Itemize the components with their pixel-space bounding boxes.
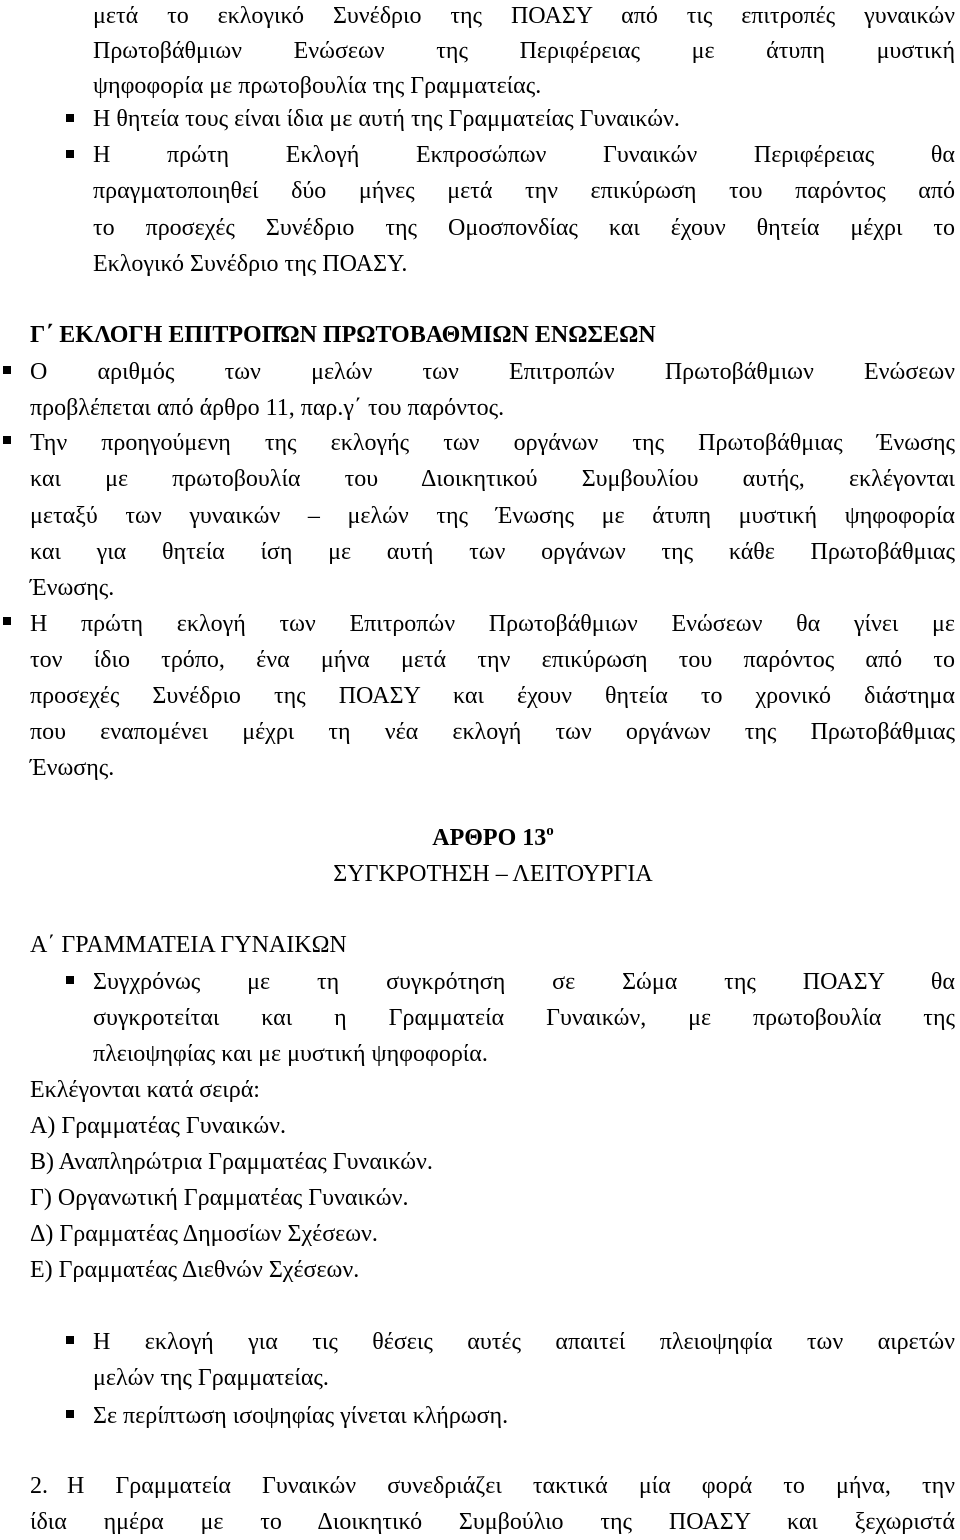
bullet-text: και με πρωτοβουλία του Διοικητικού Συμβουλίου αυτής, εκλέγονται — [30, 466, 955, 492]
article-title — [0, 820, 960, 856]
bullet-text: μεταξύ των γυναικών – μελών της Ένωσης με άτυπη μυστική ψηφοφορία — [30, 503, 955, 529]
paragraph-line: μετά το εκλογικό Συνέδριο της ΠΟΑΣΥ από τις επιτροπές γυναικών — [93, 3, 955, 29]
bullet-text: τον ίδιο τρόπο, ένα μήνα μετά την επικύρωση του παρόντος από το — [30, 647, 955, 673]
bullet-text: Ένωσης. — [30, 755, 115, 781]
bullet-text: Η πρώτη εκλογή των Επιτροπών Πρωτοβάθμιων Ενώσεων θα γίνει με — [30, 611, 955, 637]
paragraph-line: Πρωτοβάθμιων Ενώσεων της Περιφέρειας με άτυπη μυστική — [93, 38, 955, 64]
paragraph-line: ψηφοφορία με πρωτοβουλία της Γραμματείας. — [93, 73, 542, 99]
bullet-text: Συγχρόνως με τη συγκρότηση σε Σώμα της ΠΟΑΣΥ θα — [93, 969, 955, 995]
item-text: Η Γραμματεία Γυναικών συνεδριάζει τακτικά μία φορά το μήνα, την — [67, 1473, 955, 1499]
bullet-text: Την προηγούμενη της εκλογής των οργάνων της Πρωτοβάθμιας Ένωσης — [30, 430, 955, 456]
bullet-text: Εκλογικό Συνέδριο της ΠΟΑΣΥ. — [93, 251, 408, 277]
bullet-text: που εναπομένει μέχρι τη νέα εκλογή των οργάνων της Πρωτοβάθμιας — [30, 719, 955, 745]
bullet-marker — [66, 114, 74, 122]
bullet-marker — [66, 976, 74, 984]
article-title-superscript: ο — [546, 823, 554, 839]
article-title-text: ΑΡΘΡΟ 13 — [432, 825, 547, 851]
section-heading: Α΄ ΓΡΑΜΜΑΤΕΙΑ ΓΥΝΑΙΚΩΝ — [30, 932, 347, 958]
article-subtitle: ΣΥΓΚΡΟΤΗΣΗ – ΛΕΙΤΟΥΡΓΙΑ — [333, 861, 653, 887]
bullet-text: πλειοψηφίας και με μυστική ψηφοφορία. — [93, 1041, 488, 1067]
bullet-text: πραγματοποιηθεί δύο μήνες μετά την επικύρωση του παρόντος από — [93, 178, 955, 204]
bullet-marker — [66, 150, 74, 158]
section-heading: Γ΄ ΕΚΛΟΓΗ ΕΠΙΤΡΟΠΏΝ ΠΡΩΤΟΒΑΘΜΙΩΝ ΕΝΩΣΕΩΝ — [30, 322, 656, 348]
position-item: Α) Γραμματέας Γυναικών. — [30, 1113, 287, 1139]
bullet-text: προβλέπεται από άρθρο 11, παρ.γ΄ του παρόντος. — [30, 395, 505, 421]
bullet-marker — [3, 366, 11, 374]
bullet-text: το προσεχές Συνέδριο της Ομοσπονδίας και έχουν θητεία μέχρι το — [93, 215, 955, 241]
elected-intro: Εκλέγονται κατά σειρά: — [30, 1077, 260, 1103]
bullet-marker — [3, 617, 11, 625]
bullet-marker — [66, 1410, 74, 1418]
bullet-text: Ο αριθμός των μελών των Επιτροπών Πρωτοβάθμιων Ενώσεων — [30, 359, 955, 385]
position-item: Β) Αναπληρώτρια Γραμματέας Γυναικών. — [30, 1149, 433, 1175]
bullet-text: μελών της Γραμματείας. — [93, 1365, 329, 1391]
bullet-text: συγκροτείται και η Γραμματεία Γυναικών, με πρωτοβουλία της — [93, 1005, 955, 1031]
bullet-text: Ένωσης. — [30, 575, 115, 601]
bullet-marker — [3, 436, 11, 444]
bullet-text: Η εκλογή για τις θέσεις αυτές απαιτεί πλειοψηφία των αιρετών — [93, 1329, 955, 1355]
bullet-text: προσεχές Συνέδριο της ΠΟΑΣΥ και έχουν θητεία το χρονικό διάστημα — [30, 683, 955, 709]
bullet-text: Σε περίπτωση ισοψηφίας γίνεται κλήρωση. — [93, 1403, 509, 1429]
position-item: Γ) Οργανωτική Γραμματέας Γυναικών. — [30, 1185, 409, 1211]
position-item: Δ) Γραμματέας Δημοσίων Σχέσεων. — [30, 1221, 378, 1247]
bullet-text: Η πρώτη Εκλογή Εκπροσώπων Γυναικών Περιφέρειας θα — [93, 142, 955, 168]
bullet-text: και για θητεία ίση με αυτή των οργάνων της κάθε Πρωτοβάθμιας — [30, 539, 955, 565]
item-text: ίδια ημέρα με το Διοικητικό Συμβούλιο της ΠΟΑΣΥ και ξεχωριστά — [30, 1509, 955, 1535]
bullet-text: Η θητεία τους είναι ίδια με αυτή της Γραμματείας Γυναικών. — [93, 106, 680, 132]
item-number: 2. — [30, 1473, 48, 1499]
position-item: Ε) Γραμματέας Διεθνών Σχέσεων. — [30, 1257, 360, 1283]
bullet-marker — [66, 1336, 74, 1344]
